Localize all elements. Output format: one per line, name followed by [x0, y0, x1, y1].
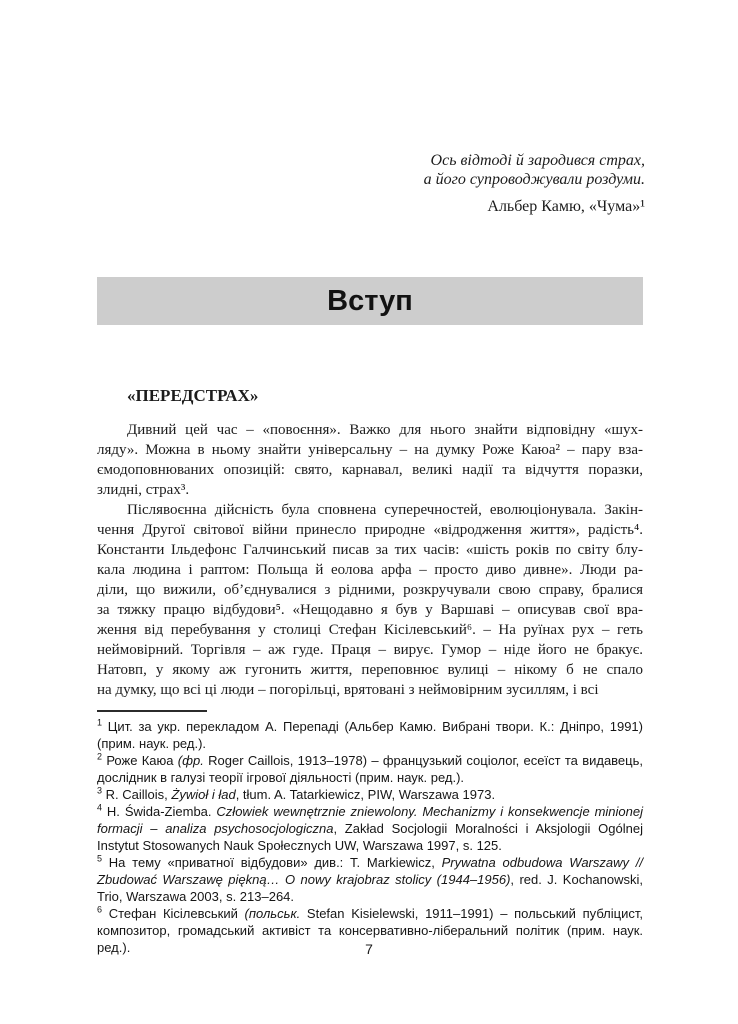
footnote-text-italic: Prywatna odbudowa Warszawy // Zbudować Warszawę piękną… O nowy krajobraz stolicy (1944–1956) — [97, 855, 643, 887]
chapter-banner — [97, 277, 643, 325]
page-number: 7 — [365, 941, 373, 957]
section-heading: «ПЕРЕДСТРАХ» — [127, 386, 259, 405]
paragraph — [97, 420, 643, 500]
footnote-marker: 6 — [97, 904, 103, 915]
epigraph-line: а його супроводжували роздуми. — [423, 171, 645, 188]
footnote-text-italic: Człowiek wewnętrznie zniewolony. Mechanizmy i konsekwencje minionej formacji – analiza psychosocjologiczna — [97, 804, 643, 836]
text-line: Константи Ільдефонс Галчинський писав за тих часів: «шість років по світу блу- — [97, 542, 643, 558]
footnote-marker: 2 — [97, 751, 103, 762]
footnote — [97, 718, 643, 752]
text-line: неймовірний. Торгівля – аж гуде. Праця – вирує. Гумор – ніде його не бракує. — [97, 642, 643, 658]
text-line: ляду». Можна в ньому знайти універсальну – на думку Роже Каюа² – пару вза- — [97, 442, 643, 458]
footnote — [97, 803, 643, 854]
footnote — [97, 854, 643, 905]
text-line: Натовп, у якому аж гугонить життя, переповнює вулиці – нікому б не спало — [97, 662, 643, 678]
text-line: діли, що вижили, об’єднувалися з рідними, розкручували свою справу, бралися — [97, 582, 643, 598]
footnote-text: R. Caillois, — [105, 787, 172, 802]
body-paragraphs — [97, 420, 643, 700]
footnote-marker: 4 — [97, 802, 103, 813]
text-line: злидні, страх³. — [97, 482, 190, 498]
footnote-text: H. Świda-Ziemba. — [106, 804, 217, 819]
footnote-text-italic: (польськ. — [244, 906, 301, 921]
text-line: Післявоєнна дійсність була сповнена суперечностей, еволюціонувала. Закін- — [127, 502, 643, 518]
text-line: на думку, що всі ці люди – погорільці, врятовані з неймовірним зусиллям, і всі — [97, 682, 599, 698]
footnote-text: Роже Каюа — [106, 753, 178, 768]
footnote-text: , tłum. A. Tatarkiewicz, PIW, Warszawa 1973. — [235, 787, 496, 802]
text-line: ження від перебування у столиці Стефан Кісілевський⁶. – На руїнах рух – геть — [97, 622, 643, 638]
text-line: Дивний цей час – «повоєння». Важко для нього знайти відповідну «шух- — [127, 422, 643, 438]
text-line: чення Другої світової війни принесло природне «відродження життя», радість⁴. — [97, 522, 643, 538]
footnote-marker: 3 — [97, 785, 103, 796]
footnote-text-italic: Żywioł i ład — [171, 787, 236, 802]
footnote-text-italic: (фр. — [177, 753, 204, 768]
footnotes — [97, 718, 643, 956]
epigraph-attribution: Альбер Камю, «Чума»¹ — [487, 198, 645, 215]
footnote — [97, 786, 643, 803]
main-text-block — [97, 386, 643, 956]
epigraph-line: Ось відтоді й зародився страх, — [430, 152, 645, 169]
footnote-text: Цит. за укр. перекладом А. Перепаді (Альбер Камю. Вибрані твори. К.: Дніпро, 1991) (прим. наук. ред.). — [97, 719, 643, 751]
footnote-text: На тему «приватної відбудови» див.: T. Markiewicz, — [108, 855, 442, 870]
footnote-text: Stefan Kisielewski, 1911–1991) – польський публіцист, композитор, громадський активіст та консервативно-ліберальний політик (прим. наук. ред.). — [97, 906, 643, 955]
footnote — [97, 752, 643, 786]
text-line: за тяжку працю відбудови⁵. «Нещодавно я був у Варшаві – описував свої вра- — [97, 602, 643, 618]
text-line: кала людина і раптом: Польща й еолова арфа – просто диво дивне». Люди ра- — [97, 562, 643, 578]
footnote-marker: 5 — [97, 853, 103, 864]
epigraph-lines — [424, 151, 645, 189]
footnote-text: Стефан Кісілевський — [108, 906, 245, 921]
footnote-text: , Zakład Socjologii Moralności i Aksjologii Ogólnej Instytut Stosowanych Nauk Społecznych UW, Warszawa 1997, s. 125. — [97, 821, 643, 853]
footnote-text: , red. J. Kochanowski, Trio, Warszawa 2003, s. 213–264. — [97, 872, 644, 904]
text-line: ємодоповнюваних опозицій: свято, карнавал, великі надії та відчуття поразки, — [97, 462, 643, 478]
chapter-title: Вступ — [327, 285, 413, 317]
paragraph — [97, 500, 643, 700]
epigraph — [424, 151, 645, 216]
footnote-separator-rule — [97, 710, 207, 712]
footnote-text: Roger Caillois, 1913–1978) – французький соціолог, есеїст та видавець, дослідник в галузі теорії ігрової діяльності (прим. наук. ред.). — [97, 753, 643, 785]
footnote-marker: 1 — [97, 717, 103, 728]
